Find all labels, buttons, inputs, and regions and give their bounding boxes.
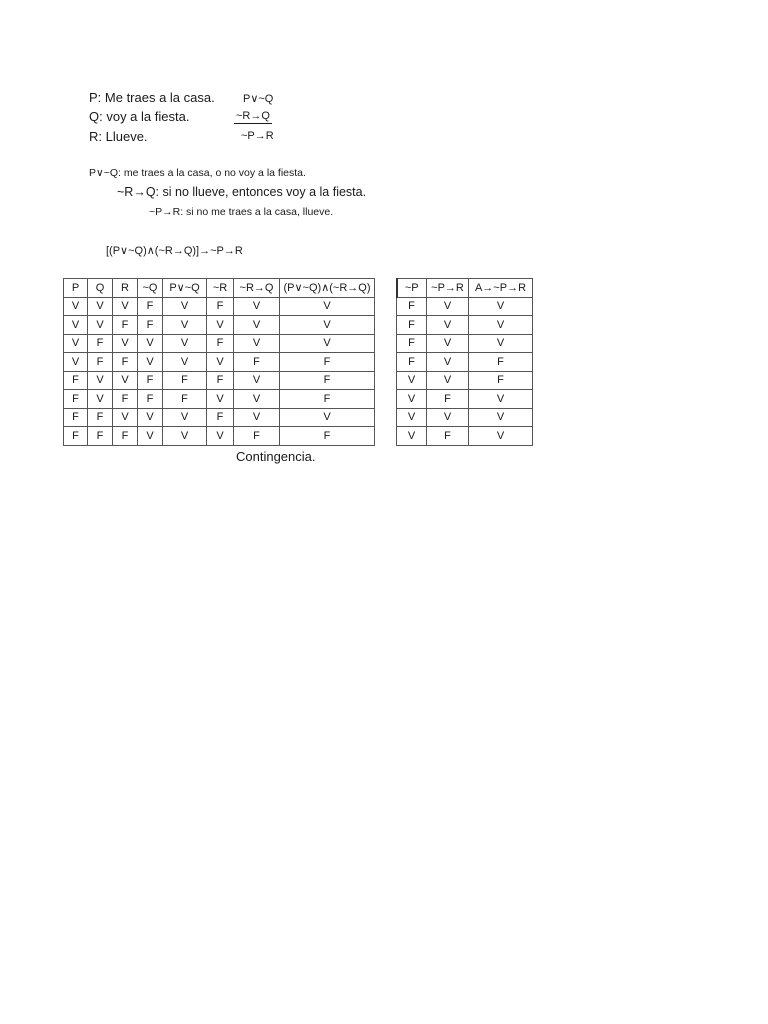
table-cell: V: [113, 408, 138, 427]
table-cell: F: [113, 316, 138, 335]
table-row: [64, 334, 533, 353]
table-cell: F: [113, 390, 138, 409]
table-cell: F: [469, 353, 533, 372]
table-row: [64, 371, 533, 390]
table-row: [64, 316, 533, 335]
table-cell: F: [88, 408, 113, 427]
table-cell: V: [207, 427, 234, 446]
table-cell: F: [88, 334, 113, 353]
table-header-row: [64, 279, 533, 298]
conclusion-text: Contingencia.: [236, 449, 316, 464]
table-cell: V: [280, 297, 375, 316]
table-cell: F: [163, 390, 207, 409]
table-cell: V: [469, 390, 533, 409]
table-cell: F: [207, 334, 234, 353]
table-cell: V: [280, 316, 375, 335]
table-cell: F: [113, 427, 138, 446]
table-cell: V: [280, 334, 375, 353]
truth-table: [63, 278, 533, 446]
table-cell: V: [234, 390, 280, 409]
table-cell: [375, 316, 397, 335]
formula-1: P∨~Q: [243, 93, 274, 105]
header-q: Q: [88, 279, 113, 298]
table-cell: V: [163, 353, 207, 372]
table-cell: V: [64, 353, 88, 372]
table-cell: F: [113, 353, 138, 372]
table-cell: V: [64, 334, 88, 353]
header-p-or-not-q: P∨~Q: [163, 279, 207, 298]
table-cell: V: [469, 427, 533, 446]
formula-2: ~R→Q: [236, 110, 270, 122]
table-cell: V: [64, 297, 88, 316]
table-cell: F: [138, 297, 163, 316]
table-cell: V: [397, 371, 427, 390]
table-cell: [375, 353, 397, 372]
table-cell: F: [397, 334, 427, 353]
table-cell: F: [64, 390, 88, 409]
table-cell: V: [469, 297, 533, 316]
header-not-p-implies-r: ~P→R: [427, 279, 469, 298]
table-row: [64, 427, 533, 446]
table-cell: V: [163, 427, 207, 446]
table-cell: F: [280, 390, 375, 409]
table-cell: V: [163, 316, 207, 335]
premise-p: P: Me traes a la casa.: [89, 90, 215, 105]
table-cell: V: [427, 371, 469, 390]
table-cell: F: [427, 390, 469, 409]
table-row: [64, 353, 533, 372]
table-cell: V: [163, 408, 207, 427]
table-cell: F: [234, 353, 280, 372]
table-cell: F: [207, 371, 234, 390]
table-cell: F: [427, 427, 469, 446]
header-not-r-implies-q: ~R→Q: [234, 279, 280, 298]
header-not-q: ~Q: [138, 279, 163, 298]
table-cell: [375, 297, 397, 316]
explanation-1: P∨~Q: me traes a la casa, o no voy a la fiesta.: [89, 167, 306, 179]
table-cell: V: [427, 316, 469, 335]
table-cell: F: [64, 427, 88, 446]
table-cell: F: [280, 371, 375, 390]
table-cell: F: [280, 353, 375, 372]
header-a-implies: A→~P→R: [469, 279, 533, 298]
header-gap: [375, 279, 397, 298]
table-cell: V: [88, 390, 113, 409]
table-cell: V: [234, 371, 280, 390]
formula-conclusion: ~P→R: [241, 130, 274, 142]
table-cell: V: [234, 316, 280, 335]
table-cell: V: [469, 316, 533, 335]
table-cell: V: [427, 353, 469, 372]
table-cell: [375, 427, 397, 446]
table-cell: V: [234, 297, 280, 316]
table-cell: V: [397, 427, 427, 446]
table-cell: V: [207, 316, 234, 335]
table-cell: F: [64, 371, 88, 390]
table-cell: F: [88, 427, 113, 446]
header-not-r: ~R: [207, 279, 234, 298]
table-cell: V: [113, 371, 138, 390]
table-cell: V: [280, 408, 375, 427]
table-cell: F: [64, 408, 88, 427]
table-cell: V: [138, 334, 163, 353]
explanation-2: ~R→Q: si no llueve, entonces voy a la fiesta.: [117, 185, 367, 199]
table-cell: V: [88, 371, 113, 390]
table-cell: F: [88, 353, 113, 372]
header-conjunction: (P∨~Q)∧(~R→Q): [280, 279, 375, 298]
table-cell: F: [163, 371, 207, 390]
header-p: P: [64, 279, 88, 298]
table-cell: V: [113, 334, 138, 353]
table-cell: F: [207, 408, 234, 427]
table-cell: V: [88, 297, 113, 316]
table-cell: V: [427, 297, 469, 316]
header-r: R: [113, 279, 138, 298]
table-row: [64, 390, 533, 409]
table-cell: V: [163, 334, 207, 353]
table-cell: F: [207, 297, 234, 316]
table-cell: V: [427, 334, 469, 353]
table-cell: V: [397, 390, 427, 409]
table-cell: V: [138, 427, 163, 446]
table-cell: V: [138, 353, 163, 372]
table-cell: F: [397, 297, 427, 316]
table-row: [64, 408, 533, 427]
table-cell: F: [138, 371, 163, 390]
table-cell: F: [138, 316, 163, 335]
table-cell: V: [427, 408, 469, 427]
table-cell: V: [234, 334, 280, 353]
table-cell: V: [397, 408, 427, 427]
table-cell: V: [469, 408, 533, 427]
table-cell: F: [469, 371, 533, 390]
premise-q: Q: voy a la fiesta.: [89, 109, 190, 124]
table-cell: V: [207, 353, 234, 372]
table-cell: F: [234, 427, 280, 446]
table-cell: [375, 334, 397, 353]
table-cell: V: [469, 334, 533, 353]
table-cell: V: [163, 297, 207, 316]
table-cell: V: [88, 316, 113, 335]
table-cell: [375, 390, 397, 409]
table-row: [64, 297, 533, 316]
table-cell: F: [138, 390, 163, 409]
table-cell: F: [280, 427, 375, 446]
table-cell: F: [397, 353, 427, 372]
table-cell: F: [397, 316, 427, 335]
header-not-p: ~P: [397, 279, 427, 298]
argument-formula: [(P∨~Q)∧(~R→Q)]→~P→R: [106, 245, 243, 257]
table-cell: [375, 408, 397, 427]
explanation-3: ~P→R: si no me traes a la casa, llueve.: [149, 206, 334, 218]
table-cell: V: [113, 297, 138, 316]
table-cell: V: [64, 316, 88, 335]
table-cell: [375, 371, 397, 390]
table-cell: V: [207, 390, 234, 409]
premise-r: R: Llueve.: [89, 129, 148, 144]
table-cell: V: [138, 408, 163, 427]
table-cell: V: [234, 408, 280, 427]
